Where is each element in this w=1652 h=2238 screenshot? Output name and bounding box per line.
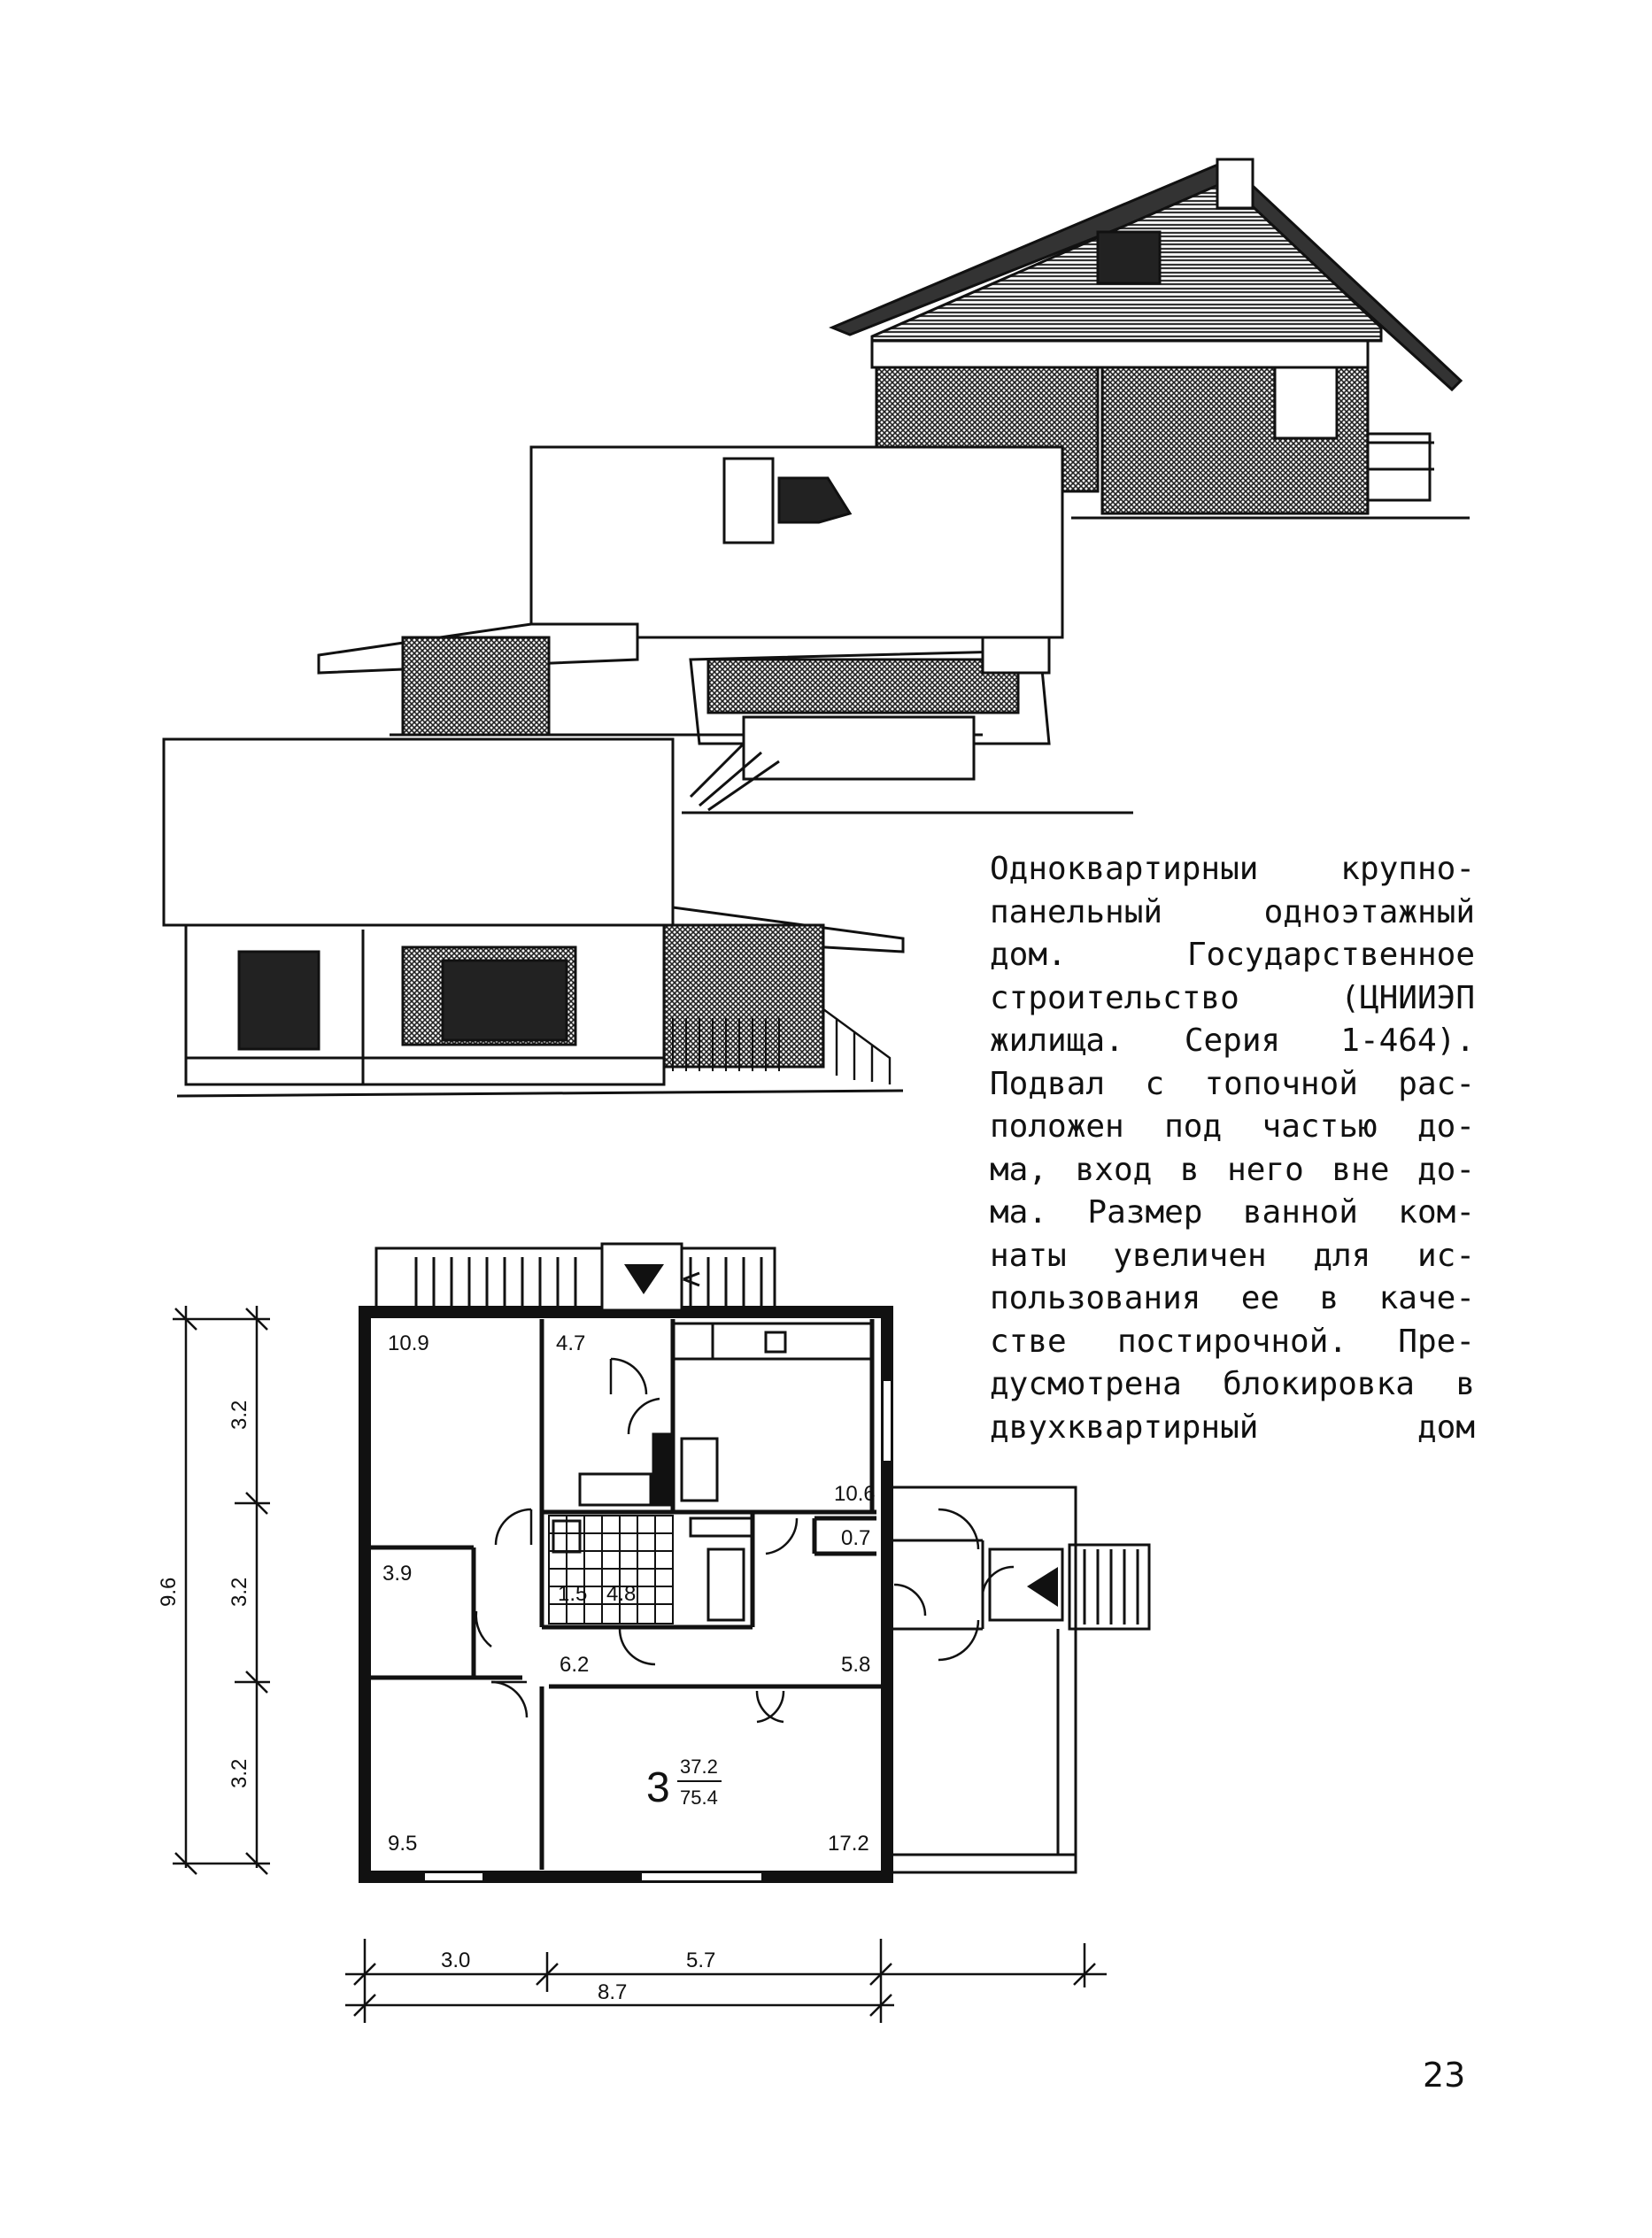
apartment-total-area: 75.4	[680, 1787, 718, 1809]
page-number: 23	[1423, 2056, 1466, 2095]
caption-line: Одноквартирныи крупно-	[990, 851, 1475, 887]
apartment-living-area: 37.2	[680, 1756, 718, 1778]
bathroom-tiles	[549, 1516, 673, 1624]
room-area-label: 4.7	[556, 1331, 586, 1355]
room-area-label: 4.8	[606, 1582, 637, 1606]
room-area-label: 0.7	[841, 1526, 871, 1550]
dimension-label: 8.7	[598, 1980, 628, 2004]
caption	[990, 848, 1475, 1449]
room-area-label: 5.8	[841, 1653, 871, 1677]
room-area-label: 9.5	[388, 1832, 418, 1856]
caption-line: дусмотрена блокировка в	[990, 1366, 1475, 1402]
caption-line: положен под частью до-	[990, 1108, 1475, 1145]
dimension-label: 3.0	[441, 1949, 471, 1972]
room-area-label: 6.2	[560, 1653, 590, 1677]
apartment-rooms-count: 3	[646, 1764, 670, 1811]
caption-line: пользования ее в каче-	[990, 1280, 1475, 1316]
caption-line: ма, вход в него вне до-	[990, 1151, 1475, 1188]
caption-line: стве постирочной. Пре-	[990, 1323, 1475, 1360]
dimension-label: 3.2	[228, 1400, 251, 1430]
caption-line: ма. Размер ванной ком-	[990, 1194, 1475, 1231]
room-area-label: 10.6	[834, 1482, 876, 1506]
caption-line: строительство (ЦНИИЭП	[990, 979, 1475, 1016]
room-area-label: 1.5	[558, 1582, 588, 1606]
dimension-label: 3.2	[228, 1577, 251, 1607]
room-area-label: 17.2	[828, 1832, 869, 1856]
caption-line: панельный одноэтажный	[990, 893, 1475, 930]
caption-line: двухквартирный дом	[990, 1408, 1475, 1446]
dimension-label: 9.6	[157, 1577, 181, 1607]
caption-line: Подвал с топочной рас-	[990, 1065, 1475, 1102]
dimension-label: 5.7	[686, 1949, 716, 1972]
caption-line: наты увеличен для ис-	[990, 1237, 1475, 1274]
caption-line: дом. Государственное	[990, 937, 1475, 973]
entrance-arrow-left	[1027, 1567, 1058, 1607]
room-area-label: 10.9	[388, 1331, 429, 1355]
dimension-label: 3.2	[228, 1758, 251, 1788]
caption-line: жилища. Серия 1-464).	[990, 1023, 1475, 1059]
room-area-label: 3.9	[382, 1562, 413, 1586]
